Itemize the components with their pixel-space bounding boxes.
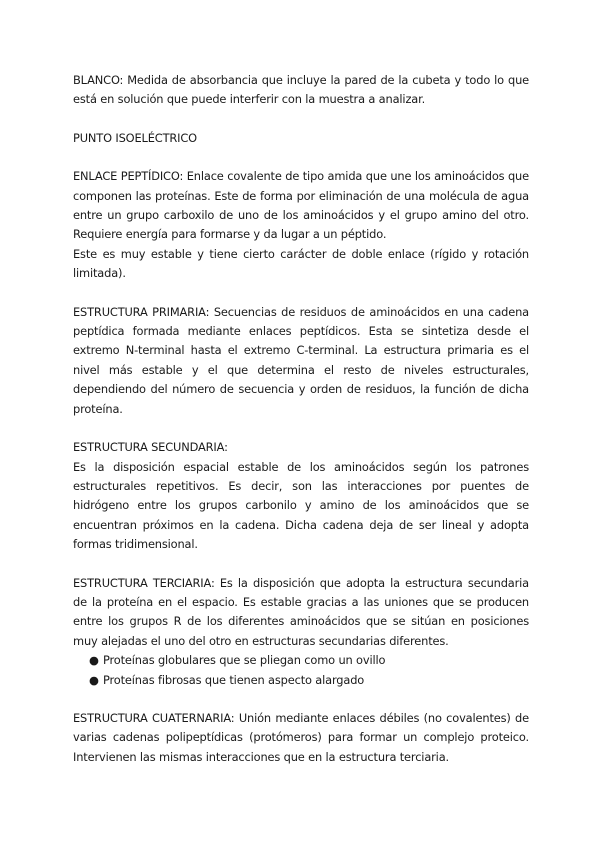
paragraph-enlace-peptidico: ENLACE PEPTÍDICO: Enlace covalente de tipo amida que une los aminoácidos que componen las proteínas. Este de forma por eliminación de una molécula de agua entre un grupo carboxilo de uno de los aminoácidos y el grupo amino del otro. Requiere energía para formarse y da lugar a un péptido. <box>73 169 529 242</box>
bullet-list <box>73 651 529 690</box>
paragraph-blanco: BLANCO: Medida de absorbancia que incluye la pared de la cubeta y todo lo que está en solución que puede interferir con la muestra a analizar. <box>73 73 529 107</box>
paragraph-estructura-secundaria: Es la disposición espacial estable de los aminoácidos según los patrones estructurales repetitivos. Es decir, son las interacciones por puentes de hidrógeno entre los grupos carbonilo y amino de los aminoácidos que se encuentran próximos en la cadena. Dicha cadena deja de ser lineal y adopta formas tridimensional. <box>73 459 529 552</box>
list-item-text: Proteínas fibrosas que tienen aspecto alargado <box>103 672 365 687</box>
paragraph-estructura-terciaria: ESTRUCTURA TERCIARIA: Es la disposición que adopta la estructura secundaria de la proteína en el espacio. Es estable gracias a las uniones que se producen entre los grupos R de los diferentes aminoácidos que se sitúan en posiciones muy alejadas el uno del otro en estructuras secundarias diferentes. <box>73 575 529 648</box>
heading-punto-isoelectrico: PUNTO ISOELÉCTRICO <box>73 130 197 145</box>
list-item <box>91 651 529 670</box>
list-item <box>91 671 529 690</box>
bullet-icon: ● <box>89 653 99 668</box>
paragraph-estructura-cuaternaria: ESTRUCTURA CUATERNARIA: Unión mediante enlaces débiles (no covalentes) de varias cadenas polipeptídicas (protómeros) para formar un complejo proteico. Intervienen las mismas interacciones que en la estructura terciaria. <box>73 710 529 764</box>
heading-estructura-secundaria: ESTRUCTURA SECUNDARIA: <box>73 440 228 455</box>
paragraph-enlace-peptidico-2: Este es muy estable y tiene cierto carácter de doble enlace (rígido y rotación limitada). <box>73 246 529 281</box>
bullet-icon: ● <box>89 672 99 687</box>
paragraph-estructura-primaria: ESTRUCTURA PRIMARIA: Secuencias de residuos de aminoácidos en una cadena peptídica formada mediante enlaces peptídicos. Esta se sintetiza desde el extremo N-terminal hasta el extremo C-terminal. La estructura primaria es el nivel más estable y el que determina el resto de niveles estructurales, dependiendo del número de secuencia y orden de residuos, la función de dicha proteína. <box>73 304 529 416</box>
list-item-text: Proteínas globulares que se pliegan como un ovillo <box>103 653 386 668</box>
document-page <box>73 71 529 767</box>
